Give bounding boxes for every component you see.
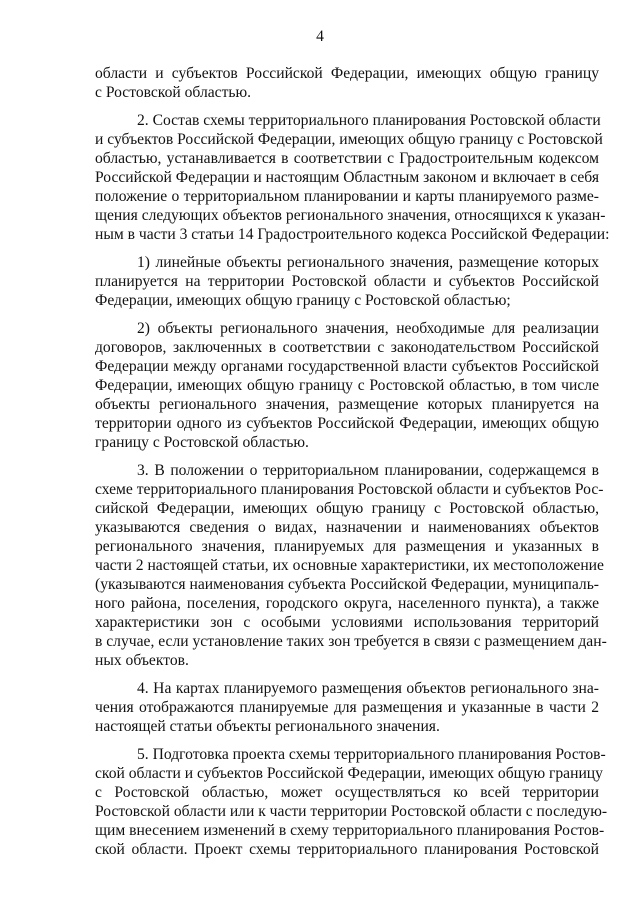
text-line: договоров, заключенных в соответствии с законодательством Российской bbox=[95, 339, 599, 356]
text-line: указываются сведения о видах, назначении и наименованиях объектов bbox=[95, 519, 599, 536]
text-line: Федерации, имеющих общую границу с Ростовской областью; bbox=[95, 292, 511, 309]
text-line: ской области и субъектов Российской Федерации, имеющих общую границу bbox=[95, 765, 603, 782]
text-line: положение о территориальном планировании и карты планируемого разме- bbox=[95, 188, 599, 205]
text-line: сийской Федерации, имеющих общую границу с Ростовской областью, bbox=[95, 500, 599, 517]
paragraph bbox=[95, 679, 599, 736]
text-line: Федерации, имеющих общую границу с Ростовской областью, в том числе bbox=[95, 377, 599, 394]
text-line: щения следующих объектов регионального значения, относящихся к указан- bbox=[95, 207, 606, 224]
text-line: (указываются наименования субъекта Российской Федерации, муниципаль- bbox=[95, 576, 599, 593]
text-line: 2. Состав схемы территориального планирования Ростовской области bbox=[137, 112, 601, 129]
text-line: ного района, поселения, городского округа, населенного пункта), а также bbox=[95, 595, 599, 612]
text-line: настоящей статьи объекты регионального значения. bbox=[95, 718, 440, 735]
paragraph bbox=[95, 253, 599, 310]
paragraph bbox=[95, 319, 599, 452]
text-line: области и субъектов Российской Федерации, имеющих общую границу bbox=[95, 65, 599, 82]
text-line: 2) объекты регионального значения, необходимые для реализации bbox=[137, 320, 599, 337]
text-line: щим внесением изменений в схему территориального планирования Ростов- bbox=[95, 822, 605, 839]
text-line: 1) линейные объекты регионального значения, размещение которых bbox=[137, 254, 599, 271]
text-line: ным в части 3 статьи 14 Градостроительного кодекса Российской Федерации: bbox=[95, 226, 610, 243]
text-line: схеме территориального планирования Ростовской области и субъектов Рос- bbox=[95, 481, 604, 498]
text-line: в случае, если установление таких зон требуется в связи с размещением дан- bbox=[95, 633, 607, 650]
text-line: Ростовской области или к части территории Ростовской области с последую- bbox=[95, 803, 608, 820]
text-line: территории одного из субъектов Российской Федерации, имеющих общую bbox=[95, 415, 599, 432]
text-line: и субъектов Российской Федерации, имеющих общую границу с Ростовской bbox=[95, 131, 603, 148]
text-line: характеристики зон с особыми условиями использования территорий bbox=[95, 614, 599, 631]
page-number: 4 bbox=[316, 28, 324, 45]
text-line: части 2 настоящей статьи, их основные характеристики, их местоположение bbox=[95, 557, 604, 574]
text-line: ных объектов. bbox=[95, 652, 189, 669]
text-line: ской области. Проект схемы территориального планирования Ростовской bbox=[95, 841, 599, 858]
text-line: областью, устанавливается в соответствии с Градостроительным кодексом bbox=[95, 150, 599, 167]
paragraph bbox=[95, 111, 610, 244]
paragraph bbox=[95, 461, 607, 670]
text-line: 4. На картах планируемого размещения объектов регионального зна- bbox=[137, 680, 599, 697]
paragraph bbox=[95, 745, 608, 859]
text-line: планируется на территории Ростовской области и субъектов Российской bbox=[95, 273, 599, 290]
text-line: объекты регионального значения, размещение которых планируется на bbox=[95, 396, 599, 413]
text-line: 5. Подготовка проекта схемы территориального планирования Ростов- bbox=[137, 746, 606, 763]
document-body bbox=[95, 64, 610, 868]
text-line: границу с Ростовской областью. bbox=[95, 434, 309, 451]
text-line: чения отображаются планируемые для размещения и указанные в части 2 bbox=[95, 699, 599, 716]
text-line: Федерации между органами государственной власти субъектов Российской bbox=[95, 358, 599, 375]
text-line: 3. В положении о территориальном планировании, содержащемся в bbox=[137, 462, 599, 479]
text-line: регионального значения, планируемых для размещения и указанных в bbox=[95, 538, 599, 555]
text-line: с Ростовской областью. bbox=[95, 84, 252, 101]
text-line: с Ростовской областью, может осуществляться ко всей территории bbox=[95, 784, 599, 801]
paragraph bbox=[95, 64, 599, 102]
text-line: Российской Федерации и настоящим Областным законом и включает в себя bbox=[95, 169, 599, 186]
